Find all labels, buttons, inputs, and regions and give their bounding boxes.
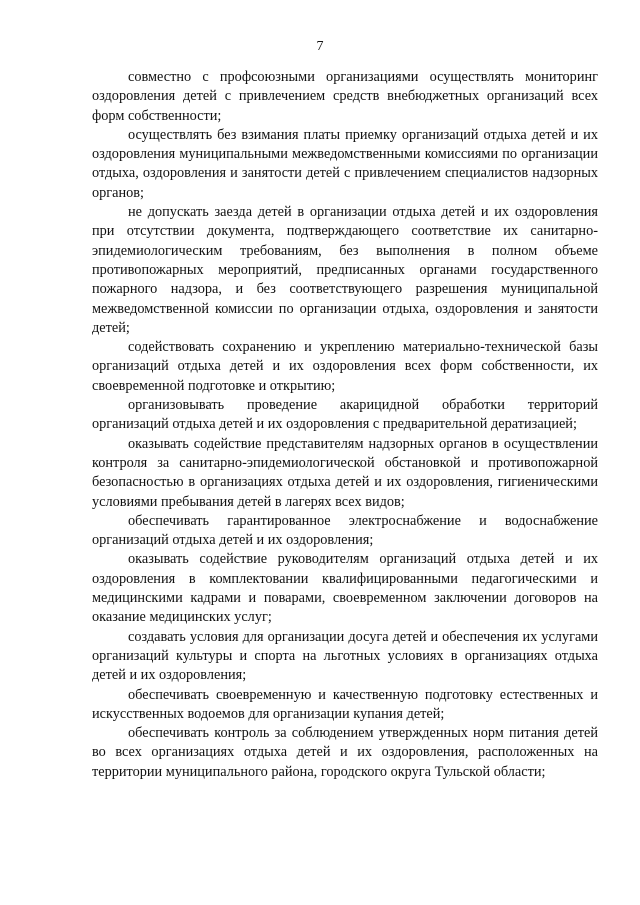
paragraph: обеспечивать гарантированное электроснабжение и водоснабжение организаций отдыха детей и их оздоровления; <box>92 512 598 549</box>
paragraph: совместно с профсоюзными организациями осуществлять мониторинг оздоровления детей с привлечением средств внебюджетных организаций всех форм собственности; <box>92 69 598 124</box>
paragraph: оказывать содействие представителям надзорных органов в осуществлении контроля за санитарно-эпидемиологической обстановкой и противопожарной безопасностью в организациях отдыха детей и их оздоровления, гигиеническими условиями пребывания детей в лагерях всех видов; <box>92 435 598 510</box>
paragraph: оказывать содействие руководителям организаций отдыха детей и их оздоровления в комплектовании квалифицированными педагогическими и медицинскими кадрами и поварами, своевременном заключении договоров на оказание медицинских услуг; <box>92 551 598 626</box>
page-number: 7 <box>316 39 324 54</box>
paragraph: создавать условия для организации досуга детей и обеспечения их услугами организаций культуры и спорта на льготных условиях в организациях отдыха детей и их оздоровления; <box>92 628 598 684</box>
paragraph: осуществлять без взимания платы приемку организаций отдыха детей и их оздоровления муниципальными межведомственными комиссиями по организации отдыха, оздоровления и занятости детей с привлечением специалистов надзорных органов; <box>92 126 598 201</box>
paragraph: не допускать заезда детей в организации отдыха детей и их оздоровления при отсутствии документа, подтверждающего соответствие их санитарно-эпидемиологическим требованиям, без выполнения в полном объеме противопожарных мероприятий, предписанных органами государственного пожарного надзора, и без соответствующего разрешения муниципальной межведомственной комиссии по организации отдыха, оздоровления и занятости детей; <box>92 204 598 336</box>
paragraph: обеспечивать своевременную и качественную подготовку естественных и искусственных водоемов для организации купания детей; <box>92 686 598 722</box>
body-text <box>92 68 598 782</box>
paragraph: обеспечивать контроль за соблюдением утвержденных норм питания детей во всех организациях отдыха детей и их оздоровления, расположенных на территории муниципального района, городского округа Тульской области; <box>92 725 598 780</box>
paragraph: организовывать проведение акарицидной обработки территорий организаций отдыха детей и их оздоровления с предварительной дератизацией; <box>92 397 598 433</box>
paragraph: содействовать сохранению и укреплению материально-технической базы организаций отдыха детей и их оздоровления всех форм собственности, их своевременной подготовке и открытию; <box>92 339 598 394</box>
